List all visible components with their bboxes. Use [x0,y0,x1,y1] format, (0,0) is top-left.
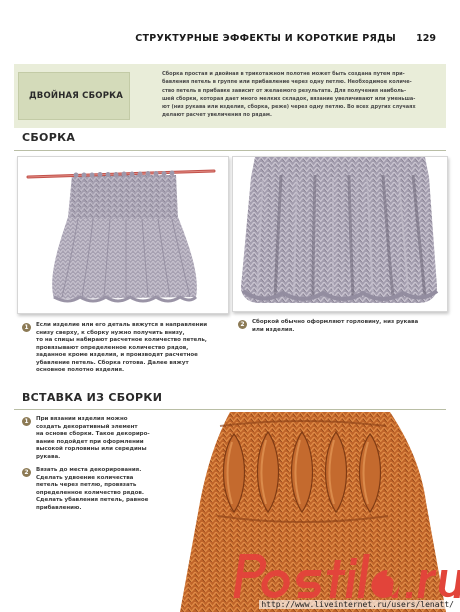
step-number: 2 [22,468,31,477]
text-line: При вязании изделия можно [36,416,128,422]
text-line: петель через петлю, провязать [36,482,137,488]
gather-swatch-photo [18,157,226,311]
watermark-url: http://www.liveinternet.ru/users/lenatt/ [261,600,454,609]
text-line: Сделать удвоение количества [36,474,134,481]
intro-line: шей сборки, которая дает много мелких складок, вязание увеличивают или уменьша- [162,95,416,102]
step-number: 1 [22,323,31,332]
gather-step1-text [36,322,232,375]
text-line: Вязать до места декорирования. [36,467,142,473]
text-line: основное полотно изделия. [36,367,125,373]
text-line: на основе сборки. Такое декориро- [36,431,150,437]
text-line: создать декоративный элемент [36,423,138,430]
intro-line: ство петель в прибавке зависит от желаемого результата. Для получения наиболь- [162,87,407,94]
insert-step1-text [36,416,156,461]
text-line: снизу сверху, к сборку нужно получить внизу, [36,329,185,336]
section-heading-gather: СБОРКА [22,131,76,144]
text-line: Сборкой обычно оформляют горловину, низ рукава [252,319,419,325]
gather-step2-text [252,319,442,334]
text-line: заданное кроме изделия, и производят расчетное [36,352,198,358]
section-heading-insert: ВСТАВКА ИЗ СБОРКИ [22,391,163,404]
text-line: то на спицы набирают расчетное количество петель, [36,337,207,343]
intro-line: Сборка простая и двойная в трикотажном полотне может быть создана путем при- [162,71,405,77]
intro-line: бавления петель в группе или прибавление через одну петлю. Необходимое количе- [162,79,412,86]
header-title: СТРУКТУРНЫЕ ЭФФЕКТЫ И КОРОТКИЕ РЯДЫ [135,33,396,44]
step-number: 2 [238,320,247,329]
postila-watermark [0,542,460,612]
section-divider [14,150,446,151]
text-line: Сделать убавления петель, равное [36,497,149,503]
section-tag-label: ДВОЙНАЯ СБОРКА [29,91,124,101]
page-number: 129 [416,33,436,44]
text-line: рукава. [36,453,61,460]
intro-paragraph [162,70,440,120]
text-line: определенное количество рядов. [36,489,144,496]
text-line: убавление петель. Сборка готова. Далее вяжут [36,359,189,366]
text-line: прибавлению. [36,504,82,511]
intro-line: делают расчет увеличения по рядам. [162,112,272,119]
text-line: или изделия. [252,326,295,333]
text-line: провязывают определенное количество рядов, [36,344,189,351]
step-number: 1 [22,417,31,426]
text-line: вание подойдет при оформлении [36,438,144,445]
insert-step2-text [36,467,158,512]
intro-line: ют (низ рукава или изделия, сборка, реже) через одну петлю. Во всех других случаях [162,104,416,111]
text-line: Если изделие или его деталь вяжутся в направлении [36,322,208,328]
section-tag [18,72,130,120]
page-header [0,0,460,70]
text-line: высокой горловины или середины [36,446,147,452]
section-divider [14,409,446,410]
ribbed-gather-photo [233,157,445,309]
